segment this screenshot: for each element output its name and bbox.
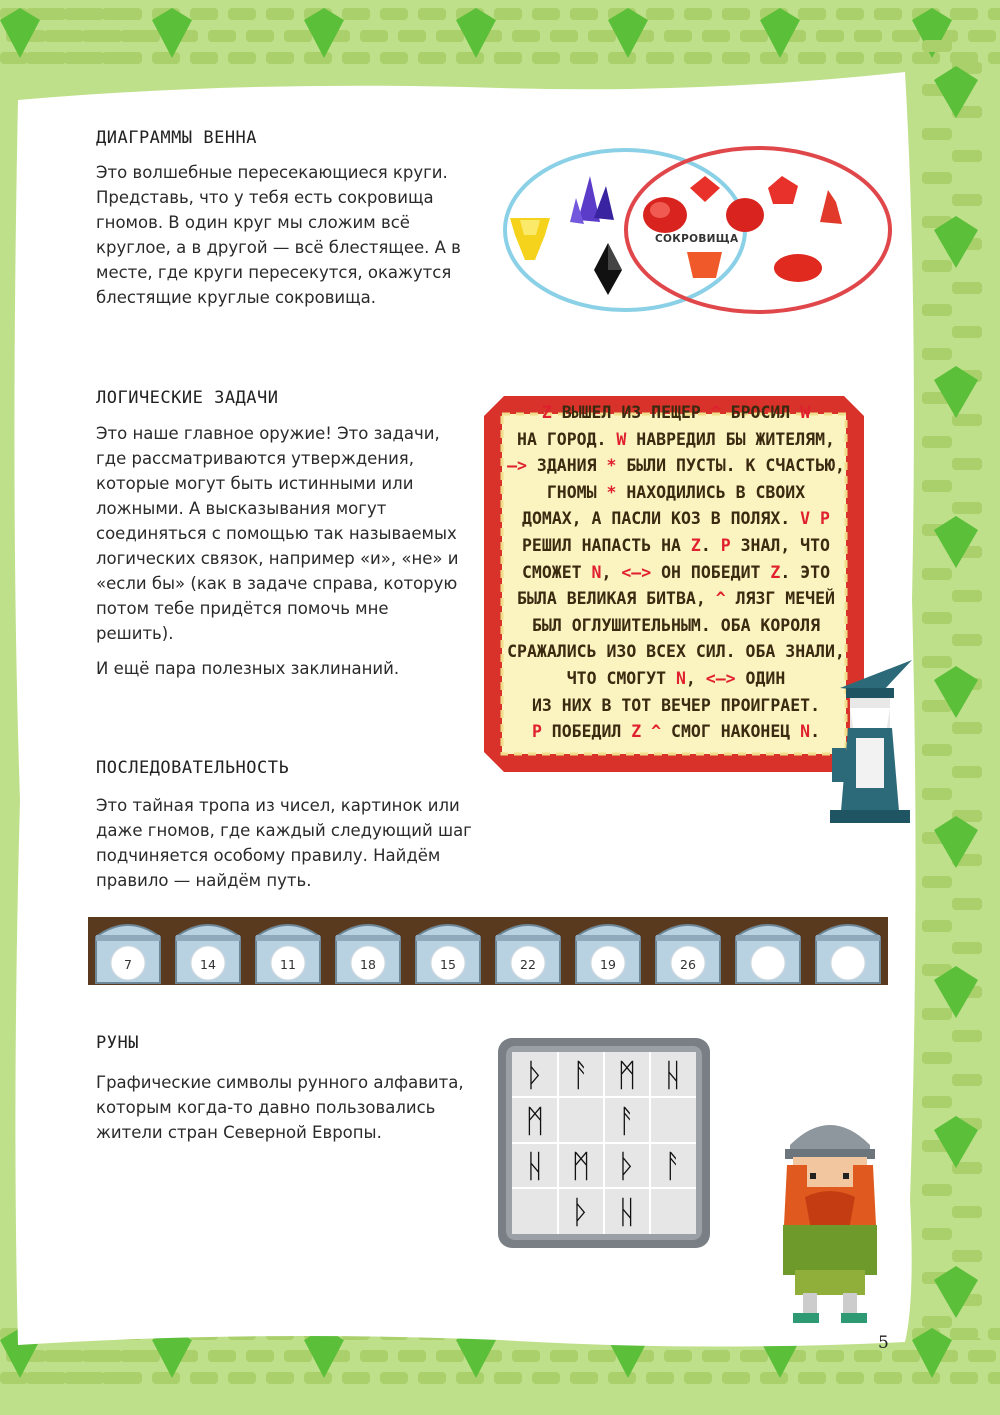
- riddle-line: [486, 400, 866, 427]
- riddle-symbol: Z: [541, 403, 552, 422]
- red-hex-gem-icon: [687, 252, 722, 278]
- riddle-line: [486, 453, 866, 480]
- riddle-symbol: <—>: [621, 562, 652, 582]
- riddle-symbol: ^: [715, 589, 726, 609]
- riddle-word: НАХОДИЛИСЬ В СВОИХ: [616, 482, 806, 502]
- rune-symbol: ᚨ: [617, 1101, 637, 1140]
- riddle-word: .: [700, 535, 721, 555]
- riddle-word: .: [810, 722, 821, 742]
- purple-crystal-icon: [570, 176, 614, 224]
- riddle-word: НАВРЕДИЛ БЫ ЖИТЕЛЯМ,: [626, 429, 835, 449]
- riddle-symbol: N: [800, 722, 811, 742]
- riddle-line: [486, 639, 866, 666]
- runes-text: Графические символы рунного алфавита, которым когда-то давно пользовались жители стран Северной Европы.: [96, 1073, 464, 1142]
- sequence-chest: [256, 925, 320, 983]
- riddle-word: ИЗ НИХ В ТОТ ВЕЧЕР ПРОИГРАЕТ.: [531, 695, 821, 715]
- rune-symbol: ᚺ: [663, 1056, 683, 1094]
- riddle-line: [486, 613, 866, 640]
- riddle-word: БЫЛ ОГЛУШИТЕЛЬНЫМ. ОБА КОРОЛЯ: [531, 615, 821, 635]
- sequence-chest: [816, 925, 880, 983]
- riddle-word: НА ГОРОД.: [517, 429, 617, 449]
- riddle-symbol: <—>: [705, 668, 736, 688]
- venn-heading: ДИАГРАММЫ ВЕННА: [96, 128, 258, 148]
- sequence-number: 19: [600, 957, 616, 972]
- sequence-chest: [336, 925, 400, 983]
- riddle-symbol: Z: [690, 535, 701, 555]
- rune-symbol: ᚦ: [525, 1056, 545, 1094]
- logic-text: Это наше главное оружие! Это задачи, где рассматриваются утверждения, которые могут быть истинными или ложными. А высказывания могут соединяться с помощью так называемых логических связок, например «и», «не» и «если бы» (как в задаче справа, которую потом тебе придётся помочь мне решить).: [96, 424, 459, 643]
- riddle-word: БЫЛА ВЕЛИКАЯ БИТВА,: [517, 589, 716, 609]
- rune-symbol: ᛗ: [571, 1147, 591, 1185]
- rune-symbol: ᛗ: [525, 1101, 545, 1140]
- venn-diagram: [500, 140, 900, 320]
- riddle-word: ДОМАХ, А ПАСЛИ КОЗ В ПОЛЯХ.: [522, 509, 801, 529]
- riddle-word: ОН ПОБЕДИТ: [651, 562, 771, 582]
- rune-symbol: ᚨ: [663, 1147, 683, 1185]
- sequence-number: 14: [200, 957, 216, 972]
- riddle-symbol: ^: [651, 722, 662, 742]
- sequence-text: Это тайная тропа из чисел, картинок или даже гномов, где каждый следующий шаг подчиняется особому правилу. Найдём правило — найдём путь.: [96, 796, 472, 890]
- sequence-chest: [496, 925, 560, 983]
- riddle-word: [641, 722, 651, 741]
- rune-symbol: ᚺ: [525, 1147, 545, 1185]
- runes-heading: РУНЫ: [96, 1033, 139, 1053]
- dwarf-illustration: [765, 1105, 895, 1330]
- riddle-word: ГНОМЫ: [546, 482, 607, 502]
- sequence-number: 15: [440, 957, 456, 972]
- rune-symbol: ᚦ: [571, 1192, 591, 1231]
- page-number: 5: [878, 1333, 889, 1353]
- riddle-symbol: N: [591, 562, 602, 582]
- red-rough-gem-icon: [774, 254, 822, 282]
- riddle-line: [486, 586, 866, 613]
- sequence-chest: [416, 925, 480, 983]
- riddle-word: ЧТО СМОГУТ: [566, 668, 676, 688]
- riddle-word: БЫЛИ ПУСТЫ. К СЧАСТЬЮ,: [616, 456, 845, 476]
- venn-text: Это волшебные пересекающиеся круги. Представь, что у тебя есть сокровища гномов. В один круг мы сложим всё круглое, а в другой — всё блестящее. А в месте, где круги пересекутся, окажутся блестящие круглые сокровища.: [96, 163, 461, 307]
- sequence-number: 11: [280, 957, 296, 972]
- riddle-symbol: *: [606, 482, 617, 502]
- riddle-symbol: ^: [710, 403, 721, 422]
- logic-heading: ЛОГИЧЕСКИЕ ЗАДАЧИ: [96, 388, 279, 408]
- venn-label: СОКРОВИЩА: [655, 233, 739, 245]
- riddle-line: [486, 666, 866, 693]
- riddle-line: [486, 427, 866, 454]
- rune-symbol: ᚨ: [571, 1056, 591, 1094]
- red-pentagon-gem-icon: [768, 176, 798, 204]
- sequence-chest: [736, 925, 800, 983]
- riddle-symbol: W: [800, 403, 811, 422]
- red-round-gem-2-icon: [726, 198, 764, 232]
- logic-text-block: [96, 421, 466, 691]
- riddle-line: [486, 719, 866, 746]
- riddle-symbol: W: [616, 429, 627, 449]
- wizard-illustration: [820, 648, 920, 833]
- riddle-word: РЕШИЛ НАПАСТЬ НА: [522, 535, 691, 555]
- riddle-word: ЗНАЛ, ЧТО: [730, 535, 830, 555]
- riddle-word: ЛЯЗГ МЕЧЕЙ: [725, 589, 835, 609]
- logic-text-2: И ещё пара полезных заклинаний.: [96, 659, 400, 678]
- sequence-chest: [176, 925, 240, 983]
- riddle-word: БРОСИЛ: [720, 403, 801, 422]
- sequence-number: 18: [360, 957, 376, 972]
- sequence-chest: [96, 925, 160, 983]
- riddle-line: [486, 693, 866, 720]
- riddle-symbol: —>: [507, 456, 527, 476]
- riddle-symbol: N: [675, 668, 686, 688]
- sequence-heading: ПОСЛЕДОВАТЕЛЬНОСТЬ: [96, 758, 290, 778]
- riddle-word: ,: [601, 562, 622, 582]
- sequence-number: 22: [520, 957, 536, 972]
- rune-symbol: ᚺ: [617, 1192, 637, 1231]
- riddle-symbol: P: [531, 722, 542, 742]
- riddle-word: СМОЖЕТ: [522, 562, 592, 582]
- rune-symbol: ᚦ: [617, 1147, 637, 1185]
- riddle-line: [486, 533, 866, 560]
- riddle-word: ОДИН: [735, 668, 786, 688]
- riddle-word: СМОГ НАКОНЕЦ: [661, 722, 801, 742]
- riddle-symbol: *: [606, 456, 617, 476]
- sequence-number: 26: [680, 957, 696, 972]
- riddle-word: ЗДАНИЯ: [526, 456, 607, 476]
- sequence-strip: [88, 917, 888, 985]
- sequence-number: 7: [124, 957, 132, 972]
- riddle-word: ПОБЕДИЛ: [541, 722, 632, 742]
- riddle-word: ВЫШЕЛ ИЗ ПЕЩЕР: [551, 403, 711, 422]
- riddle-line: [486, 506, 866, 533]
- riddle-symbol: P: [720, 535, 731, 555]
- sequence-chest: [656, 925, 720, 983]
- riddle-word: . ЭТО: [780, 562, 830, 582]
- riddle-symbol: Z: [631, 722, 642, 742]
- riddle-line: [486, 560, 866, 587]
- riddle-symbol: V P: [800, 509, 830, 529]
- red-crystal-icon: [820, 190, 842, 224]
- sequence-chest: [576, 925, 640, 983]
- riddle-text: [486, 400, 866, 746]
- riddle-word: СРАЖАЛИСЬ ИЗО ВСЕХ СИЛ. ОБА ЗНАЛИ,: [507, 642, 845, 662]
- rune-symbol: ᛗ: [617, 1056, 637, 1094]
- riddle-word: ,: [685, 668, 706, 688]
- riddle-symbol: Z: [770, 562, 781, 582]
- riddle-line: [486, 480, 866, 507]
